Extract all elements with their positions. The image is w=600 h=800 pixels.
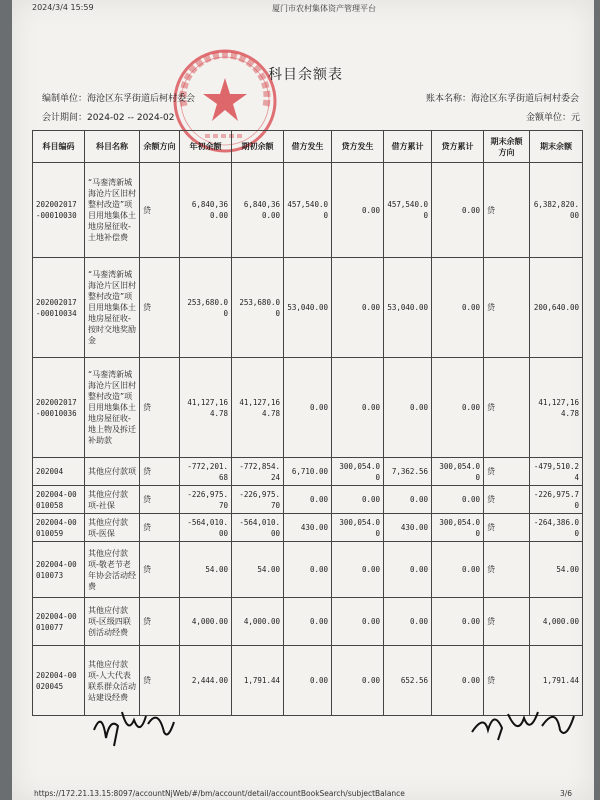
table-row [33, 514, 583, 542]
cell-debit: 0.00 [284, 598, 332, 646]
table-row [33, 458, 583, 486]
cell-credit-cum: 0.00 [432, 542, 484, 598]
cell-code: 202004-00010059 [33, 514, 85, 542]
cell-dir: 贷 [140, 646, 180, 716]
cell-credit: 0.00 [332, 486, 384, 514]
cell-opening-period: 253,680.00 [232, 258, 284, 358]
unit-line [42, 91, 195, 104]
cell-opening-year: 6,840,360.00 [180, 163, 232, 258]
print-timestamp: 2024/3/4 15:59 [32, 3, 94, 12]
cell-code: 202004-00010077 [33, 598, 85, 646]
cell-debit: 6,710.00 [284, 458, 332, 486]
cell-end-balance: -264,386.00 [530, 514, 583, 542]
cell-credit-cum: 0.00 [432, 163, 484, 258]
cell-dir: 贷 [140, 486, 180, 514]
cell-opening-year: 54.00 [180, 542, 232, 598]
column-header: 期初余额 [232, 131, 284, 163]
cell-end-dir: 贷 [484, 542, 530, 598]
cell-debit-cum: 0.00 [384, 542, 432, 598]
cell-opening-year: 4,000.00 [180, 598, 232, 646]
account-value: 海沧区东孚街道后柯村委会 [471, 94, 580, 104]
column-header: 借方发生 [284, 131, 332, 163]
cell-dir: 贷 [140, 358, 180, 458]
cell-code: 202002017-00010034 [33, 258, 85, 358]
period-label: 会计期间： [42, 113, 88, 123]
cell-opening-year: -226,975.70 [180, 486, 232, 514]
cell-end-dir: 贷 [484, 163, 530, 258]
cell-name: “马銮湾新城海沧片区旧村整村改造”项目用地集体土地房屋征收-土地补偿费 [85, 163, 140, 258]
cell-end-balance: 1,791.44 [530, 646, 583, 716]
account-label: 账本名称： [426, 94, 472, 104]
cell-dir: 贷 [140, 542, 180, 598]
cell-debit-cum: 53,040.00 [384, 258, 432, 358]
cell-dir: 贷 [140, 598, 180, 646]
cell-credit-cum: 0.00 [432, 598, 484, 646]
cell-debit: 53,040.00 [284, 258, 332, 358]
table-row [33, 358, 583, 458]
cell-debit: 0.00 [284, 542, 332, 598]
subject-balance-table [32, 130, 583, 716]
cell-opening-period: 4,000.00 [232, 598, 284, 646]
table-row [33, 486, 583, 514]
unit-value: 海沧区东孚街道后柯村委会 [87, 94, 196, 104]
cell-end-balance: -479,510.24 [530, 458, 583, 486]
cell-credit: 0.00 [332, 258, 384, 358]
column-header: 贷方累计 [432, 131, 484, 163]
column-header: 期末余额方向 [484, 131, 530, 163]
cell-opening-year: 253,680.00 [180, 258, 232, 358]
cell-end-balance: 4,000.00 [530, 598, 583, 646]
cell-code: 202004-00010073 [33, 542, 85, 598]
cell-credit: 0.00 [332, 598, 384, 646]
cell-name: “马銮湾新城海沧片区旧村整村改造”项目用地集体土地房屋征收-按时交地奖励金 [85, 258, 140, 358]
cell-debit-cum: 430.00 [384, 514, 432, 542]
cell-opening-year: 2,444.00 [180, 646, 232, 716]
cell-debit: 0.00 [284, 646, 332, 716]
table-row [33, 598, 583, 646]
column-header: 余额方向 [140, 131, 180, 163]
column-header: 科目编码 [33, 131, 85, 163]
column-header: 科目名称 [85, 131, 140, 163]
cell-name: 其他应付款项-社保 [85, 486, 140, 514]
cell-credit: 0.00 [332, 646, 384, 716]
cell-debit-cum: 0.00 [384, 358, 432, 458]
column-header: 贷方发生 [332, 131, 384, 163]
unit-label: 编制单位： [42, 94, 88, 104]
cell-debit: 0.00 [284, 486, 332, 514]
cell-dir: 贷 [140, 514, 180, 542]
cell-opening-period: -772,854.24 [232, 458, 284, 486]
cell-credit: 0.00 [332, 163, 384, 258]
cell-debit-cum: 0.00 [384, 598, 432, 646]
cell-credit-cum: 300,054.00 [432, 458, 484, 486]
cell-credit-cum: 0.00 [432, 646, 484, 716]
cell-code: 202002017-00010030 [33, 163, 85, 258]
cell-name: “马銮湾新城海沧片区旧村整村改造”项目用地集体土地房屋征收-地上物及拆迁补助款 [85, 358, 140, 458]
cell-end-dir: 贷 [484, 486, 530, 514]
currency-value: 元 [571, 113, 581, 123]
cell-opening-year: -564,010.00 [180, 514, 232, 542]
cell-debit-cum: 652.56 [384, 646, 432, 716]
cell-name: 其他应付款项 [85, 458, 140, 486]
cell-code: 202004 [33, 458, 85, 486]
cell-debit-cum: 457,540.00 [384, 163, 432, 258]
cell-end-balance: 41,127,164.78 [530, 358, 583, 458]
currency-label: 金额单位： [526, 113, 572, 123]
cell-dir: 贷 [140, 163, 180, 258]
cell-code: 202004-00020045 [33, 646, 85, 716]
cell-opening-period: 6,840,360.00 [232, 163, 284, 258]
table-row [33, 258, 583, 358]
cell-dir: 贷 [140, 458, 180, 486]
cell-end-dir: 贷 [484, 458, 530, 486]
cell-credit-cum: 300,054.00 [432, 514, 484, 542]
cell-debit: 457,540.00 [284, 163, 332, 258]
page-url: https://172.21.13.15:8097/accountNjWeb/#/bm/account/detail/accountBookSearch/subjectBalance [34, 789, 405, 798]
cell-name: 其他应付款项-区级四联创活动经费 [85, 598, 140, 646]
cell-end-balance: 6,382,820.00 [530, 163, 583, 258]
cell-end-balance: 200,640.00 [530, 258, 583, 358]
cell-opening-period: 41,127,164.78 [232, 358, 284, 458]
cell-credit: 300,054.00 [332, 458, 384, 486]
platform-name: 厦门市农村集体资产管理平台 [272, 4, 376, 13]
report-title: 科目余额表 [268, 67, 343, 83]
cell-opening-period: 1,791.44 [232, 646, 284, 716]
column-header: 年初余额 [180, 131, 232, 163]
cell-credit-cum: 0.00 [432, 358, 484, 458]
cell-end-dir: 贷 [484, 598, 530, 646]
cell-opening-period: -564,010.00 [232, 514, 284, 542]
cell-credit: 0.00 [332, 358, 384, 458]
cell-end-dir: 贷 [484, 258, 530, 358]
cell-name: 其他应付款项-敬老节老年协会活动经费 [85, 542, 140, 598]
cell-end-dir: 贷 [484, 358, 530, 458]
cell-credit: 300,054.00 [332, 514, 384, 542]
cell-credit-cum: 0.00 [432, 486, 484, 514]
cell-dir: 贷 [140, 258, 180, 358]
column-header: 借方累计 [384, 131, 432, 163]
cell-opening-year: 41,127,164.78 [180, 358, 232, 458]
cell-debit-cum: 7,362.56 [384, 458, 432, 486]
table-header-row [33, 131, 583, 163]
cell-credit: 0.00 [332, 542, 384, 598]
cell-debit: 430.00 [284, 514, 332, 542]
cell-debit: 0.00 [284, 358, 332, 458]
cell-opening-period: 54.00 [232, 542, 284, 598]
account-line [426, 91, 579, 104]
cell-code: 202004-00010058 [33, 486, 85, 514]
cell-name: 其他应付款项-医保 [85, 514, 140, 542]
cell-code: 202002017-00010036 [33, 358, 85, 458]
cell-opening-period: -226,975.70 [232, 486, 284, 514]
cell-debit-cum: 0.00 [384, 486, 432, 514]
period-value: 2024-02 -- 2024-02 [87, 113, 175, 123]
currency-line [526, 110, 580, 123]
cell-end-balance: -226,975.70 [530, 486, 583, 514]
table-row [33, 163, 583, 258]
cell-opening-year: -772,201.68 [180, 458, 232, 486]
table-row [33, 646, 583, 716]
cell-credit-cum: 0.00 [432, 258, 484, 358]
cell-end-balance: 54.00 [530, 542, 583, 598]
cell-name: 其他应付款项-人大代表联系群众活动站建设经费 [85, 646, 140, 716]
table-row [33, 542, 583, 598]
period-line [42, 110, 174, 123]
cell-end-dir: 贷 [484, 646, 530, 716]
column-header: 期末余额 [530, 131, 583, 163]
page-number: 3/6 [560, 789, 573, 798]
cell-end-dir: 贷 [484, 514, 530, 542]
